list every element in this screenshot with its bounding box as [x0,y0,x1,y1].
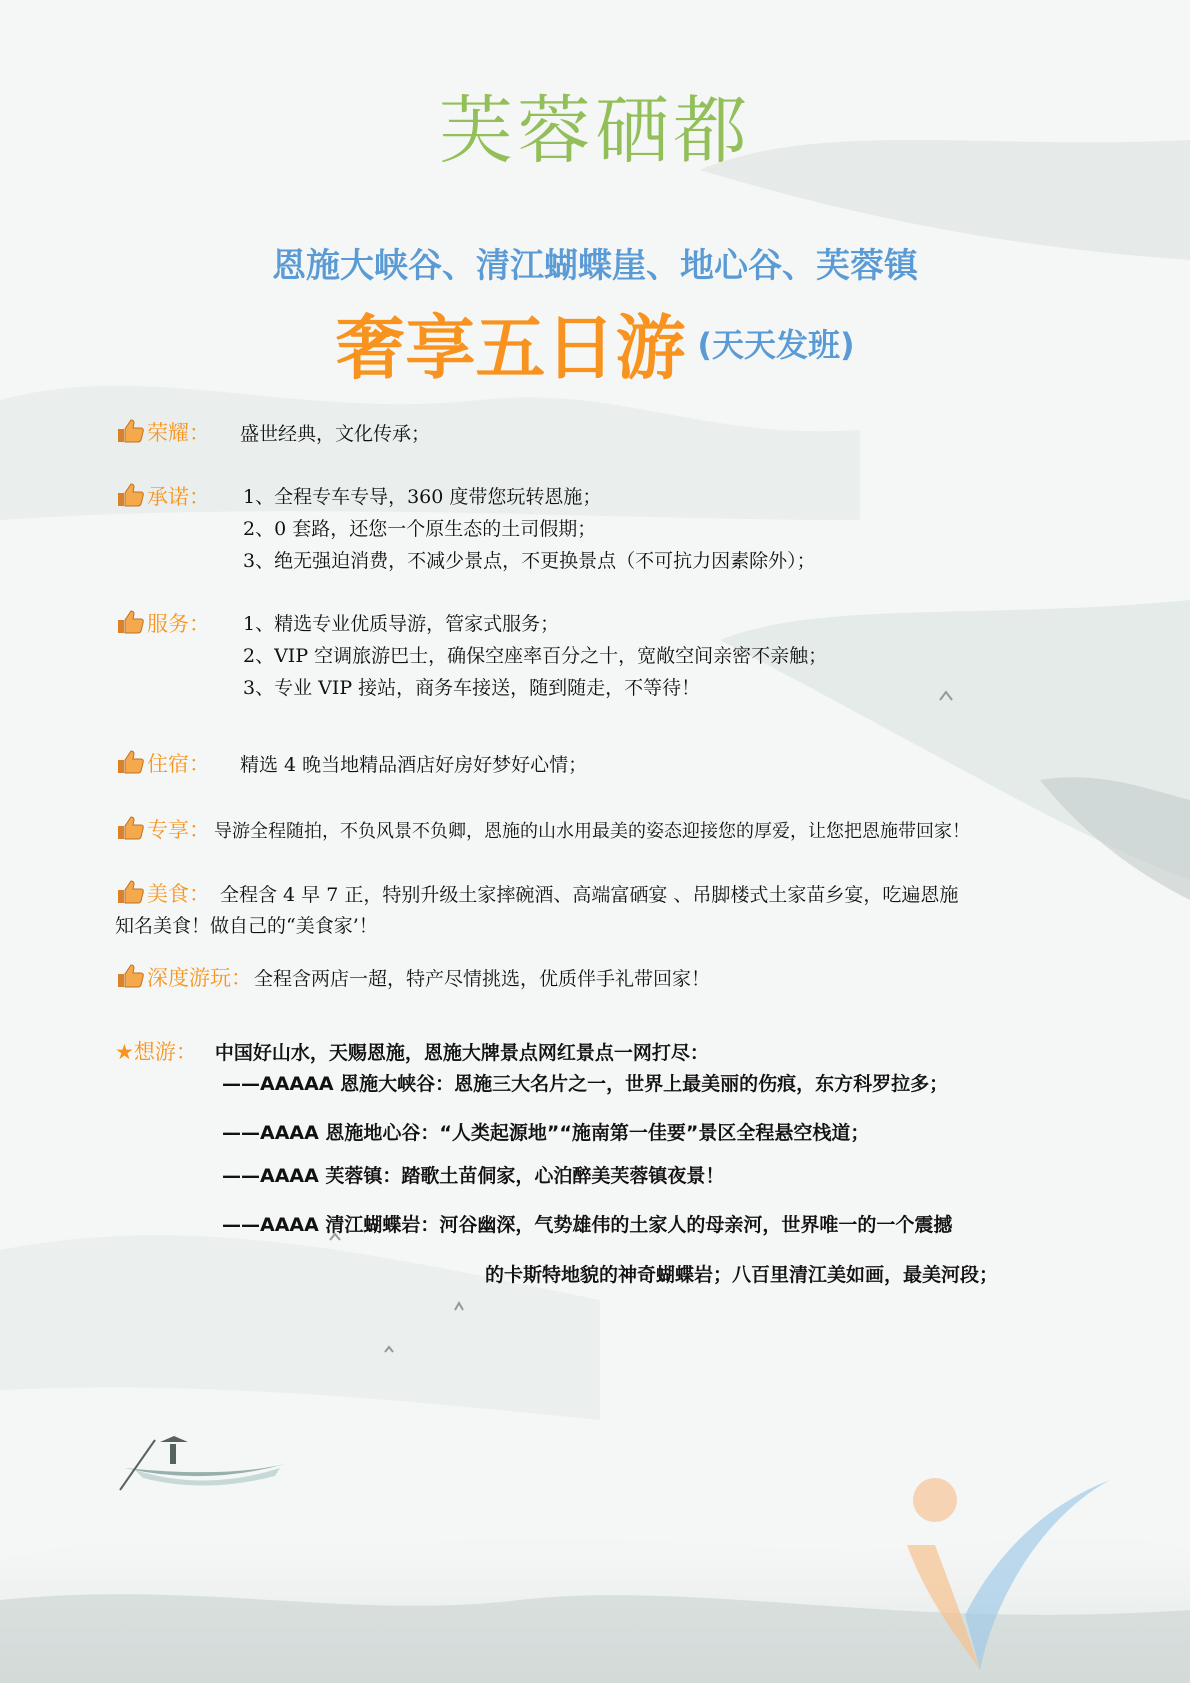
page-title: 芙蓉硒都 [439,88,751,174]
logo-swoosh-icon [895,1475,1110,1675]
wish-item-2: ——AAAA 恩施地心谷：“人类起源地”“施南第一佳要”景区全程悬空栈道； [222,1122,870,1144]
promise-line-2: 2、0 套路，还您一个原生态的土司假期； [243,518,597,540]
wish-item-4-continuation: 的卡斯特地貌的神奇蝴蝶岩；八百里清江美如画，最美河段； [485,1264,999,1286]
wish-label: ★想游： [115,1040,197,1064]
wish-item-1: ——AAAAA 恩施大峡谷：恩施三大名片之一，世界上最美丽的伤痕，东方科罗拉多； [222,1073,949,1095]
section-label: 荣耀： [147,421,210,445]
service-lines [243,608,827,704]
thumbs-up-icon [115,482,145,508]
section-stay [115,748,1075,781]
subtitle: 恩施大峡谷、清江蝴蝶崖、地心谷、芙蓉镇 [272,246,918,286]
thumbs-up-icon [115,815,145,841]
section-text: 盛世经典，文化传承； [240,423,431,445]
section-label: 承诺： [147,485,210,509]
food-line-2-wrap [115,910,378,942]
wish-intro: 中国好山水，天赐恩施，恩施大牌景点网红景点一网打尽： [214,1042,709,1064]
wish-item-4: ——AAAA 清江蝴蝶岩：河谷幽深，气势雄伟的土家人的母亲河，世界唯一的一个震撼 [222,1214,953,1236]
service-line-3: 3、专业 VIP 接站，商务车接送，随到随走，不等待！ [243,677,701,699]
food-line-1: 全程含 4 早 7 正，特别升级土家摔碗酒、高端富硒宴 、吊脚楼式土家苗乡宴，吃遍恩施 [220,884,959,906]
service-line-1: 1、精选专业优质导游，管家式服务； [243,613,560,635]
section-label: 专享： [147,818,210,842]
wish-item-3: ——AAAA 芙蓉镇：踏歌土苗侗家，心泊醉美芙蓉镇夜景！ [222,1165,725,1187]
section-label: 深度游玩： [147,966,252,990]
boat-icon [115,1420,295,1500]
section-text: 导游全程随拍，不负风景不负卿，恩施的山水用最美的姿态迎接您的厚爱，让您把恩施带回家！ [214,821,970,842]
promise-line-1: 1、全程专车专导，360 度带您玩转恩施； [243,486,602,508]
section-label: 美食： [147,882,210,906]
thumbs-up-icon [115,418,145,444]
headline-main: 奢享五日游 [335,307,686,389]
promise-line-3: 3、绝无强迫消费，不减少景点，不更换景点（不可抗力因素除外）； [243,550,816,572]
section-food [115,878,1095,911]
thumbs-up-icon [115,879,145,905]
thumbs-up-icon [115,609,145,635]
section-label: 服务： [147,612,210,636]
section-text: 全程含两店一超，特产尽情挑选，优质伴手礼带回家！ [254,968,711,990]
service-line-2: 2、VIP 空调旅游巴士，确保空座率百分之十，宽敞空间亲密不亲触； [243,645,828,667]
thumbs-up-icon [115,749,145,775]
food-line-2: 知名美食！做自己的“美食家’！ [115,915,378,937]
thumbs-up-icon [115,963,145,989]
section-label: 住宿： [147,752,210,776]
promise-lines [243,481,816,577]
section-wish [115,1036,1075,1069]
section-honor [115,417,1075,450]
section-deep [115,962,1075,995]
headline [0,292,1190,393]
headline-note: (天天发班) [697,325,855,364]
section-exclusive [115,814,1095,848]
section-text: 精选 4 晚当地精品酒店好房好梦好心情； [240,754,588,776]
